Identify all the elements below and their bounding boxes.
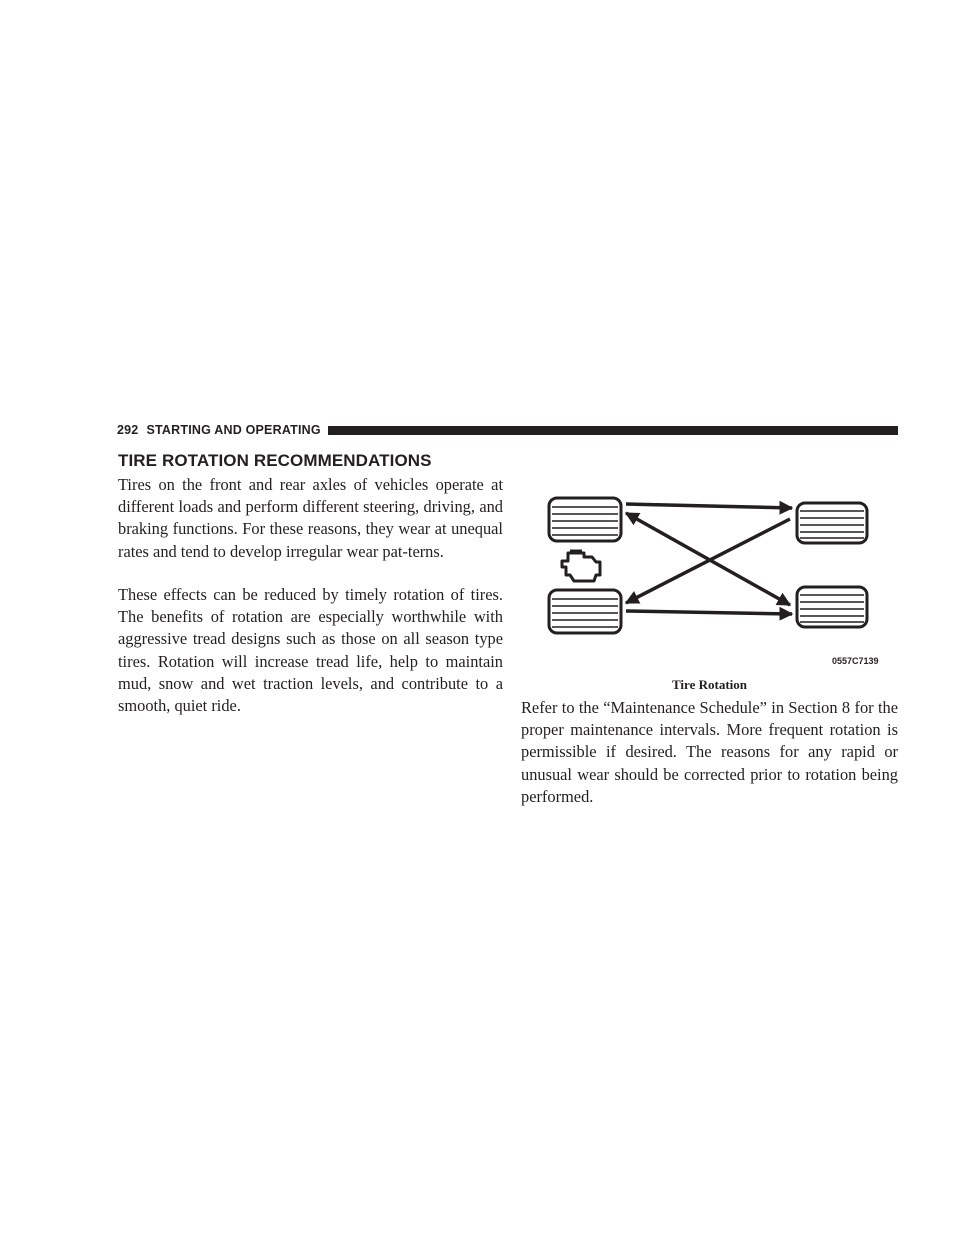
tire-rotation-diagram <box>540 495 900 670</box>
arrow-icon <box>626 611 792 614</box>
rotation-arrows <box>626 504 792 614</box>
paragraph-rotation-benefits: These effects can be reduced by timely rotation of tires. The benefits of rotation are especially worthwhile with aggressive tread designs such as those on all season type tires. Rotation will increase tread life, help to maintain mud, snow and wet traction levels, and contribute to a smooth, quiet ride. <box>118 585 503 716</box>
paragraph-maintenance: Refer to the “Maintenance Schedule” in Section 8 for the proper maintenance intervals. More frequent rotation is permissible if desired. The reasons for any rapid or unusual wear should be corrected prior to rotation being performed. <box>521 698 898 806</box>
front-left-tire-icon <box>549 498 621 541</box>
figure-caption: Tire Rotation <box>672 677 747 692</box>
rear-right-tire-icon <box>797 587 867 627</box>
tire-rotation-figure <box>540 495 900 670</box>
figure-code: 0557C7139 <box>832 656 879 666</box>
engine-icon <box>562 551 600 581</box>
page-header <box>117 420 898 440</box>
header-rule <box>328 426 898 435</box>
paragraph-wear: Tires on the front and rear axles of vehicles operate at different loads and perform different steering, driving, and braking functions. For these reasons, they wear at unequal rates and tend to develop irregular wear pat-terns. <box>118 475 503 561</box>
section-heading: TIRE ROTATION RECOMMENDATIONS <box>118 451 432 470</box>
rear-left-tire-icon <box>549 590 621 633</box>
arrow-icon <box>626 504 792 508</box>
section-title: STARTING AND OPERATING <box>146 423 321 437</box>
front-right-tire-icon <box>797 503 867 543</box>
page-number: 292 <box>117 423 139 437</box>
